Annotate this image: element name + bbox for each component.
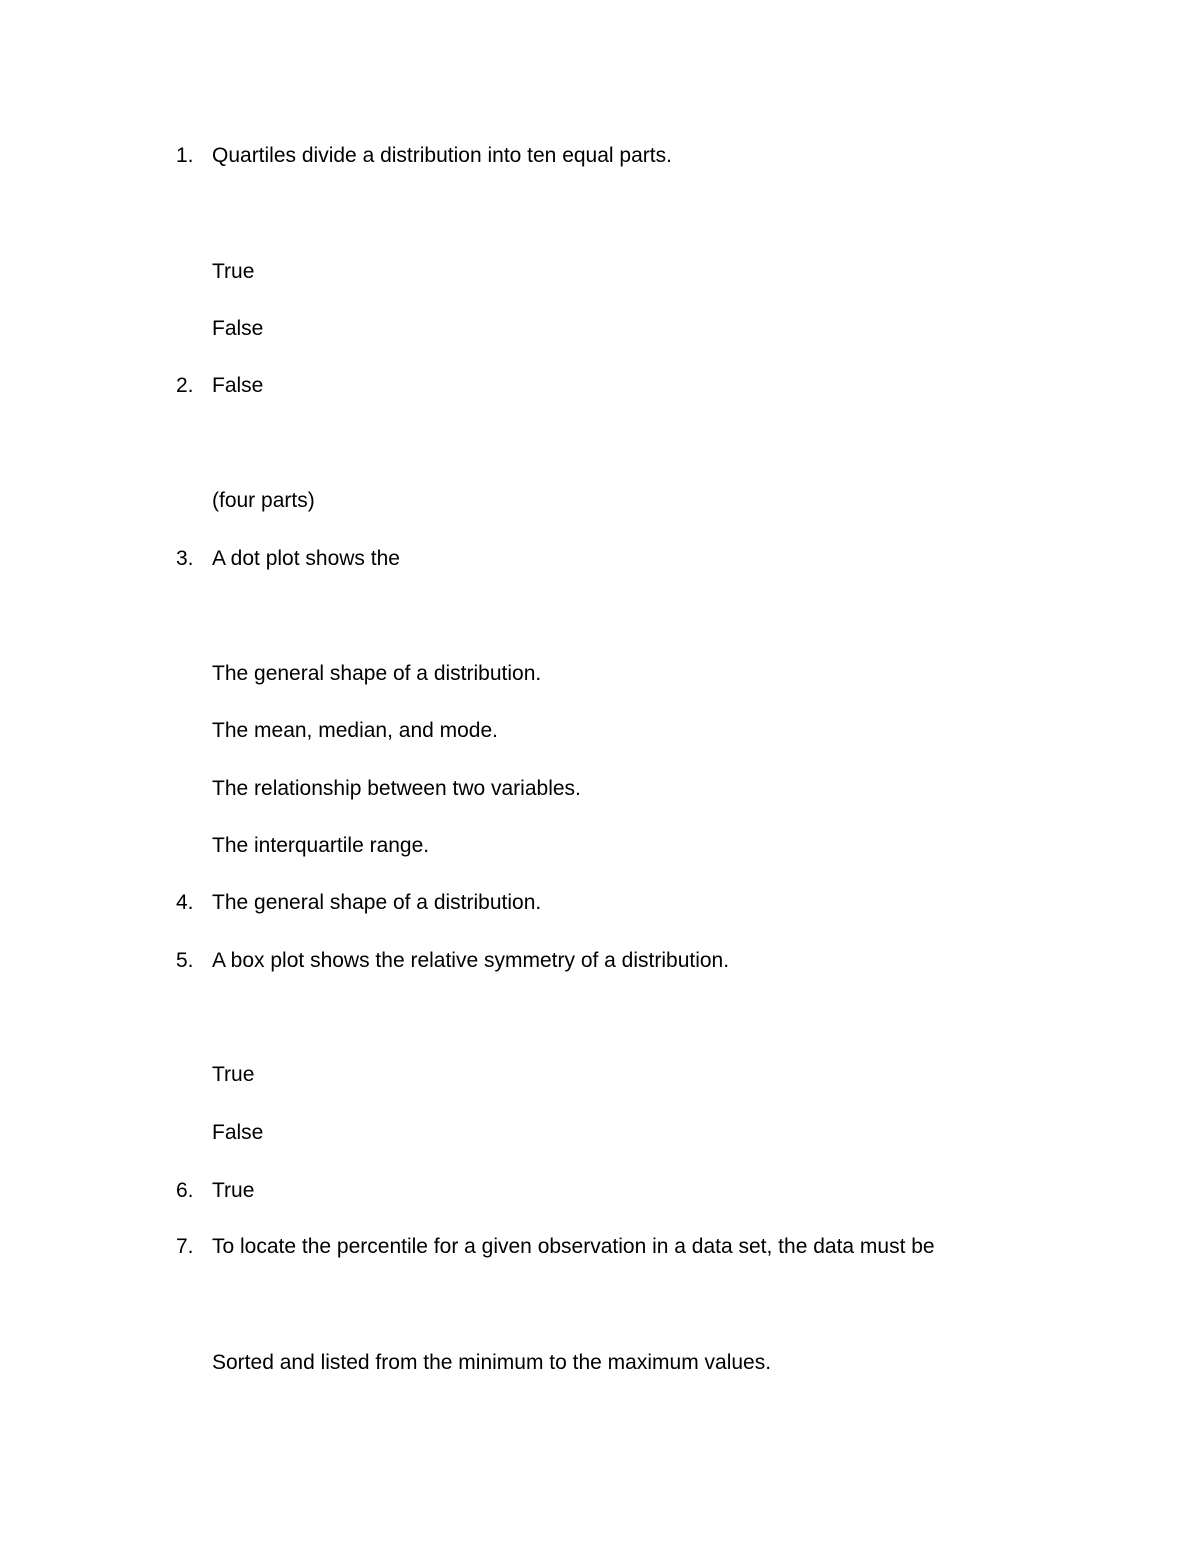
list-number: 3. xyxy=(176,547,194,570)
answer-text: True xyxy=(212,1179,255,1202)
list-number: 6. xyxy=(176,1179,194,1202)
list-number: 7. xyxy=(176,1235,194,1258)
option-text: The interquartile range. xyxy=(212,834,430,857)
list-number: 4. xyxy=(176,891,194,914)
answer-text: False xyxy=(212,374,264,397)
option-text: The relationship between two variables. xyxy=(212,777,581,800)
option-text: True xyxy=(212,260,255,283)
answer-text: The general shape of a distribution. xyxy=(212,891,542,914)
question-text: A box plot shows the relative symmetry of a distribution. xyxy=(212,949,730,972)
list-number: 2. xyxy=(176,374,194,397)
question-text: To locate the percentile for a given observation in a data set, the data must be xyxy=(212,1235,935,1258)
list-number: 1. xyxy=(176,144,194,167)
option-text: The mean, median, and mode. xyxy=(212,719,499,742)
answer-text: Sorted and listed from the minimum to the maximum values. xyxy=(212,1351,772,1374)
option-text: The general shape of a distribution. xyxy=(212,662,542,685)
option-text: False xyxy=(212,1121,264,1144)
note-text: (four parts) xyxy=(212,489,315,512)
option-text: True xyxy=(212,1063,255,1086)
list-number: 5. xyxy=(176,949,194,972)
question-text: A dot plot shows the xyxy=(212,547,400,570)
question-text: Quartiles divide a distribution into ten equal parts. xyxy=(212,144,672,167)
option-text: False xyxy=(212,317,264,340)
